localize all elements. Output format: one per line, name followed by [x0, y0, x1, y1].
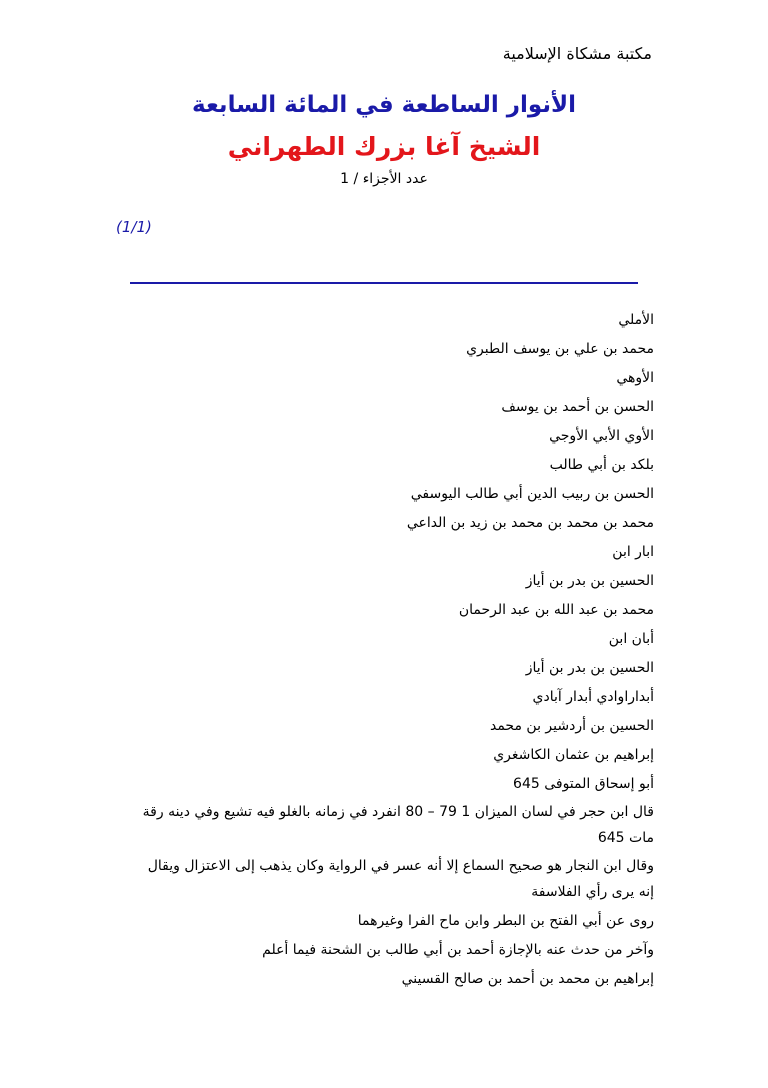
list-item: قال ابن حجر في لسان الميزان 1 79 – 80 انفرد في زمانه بالغلو فيه تشيع وفي دينه رقة مات 645 — [142, 804, 654, 846]
library-name: مكتبة مشكاة الإسلامية — [502, 44, 652, 63]
list-item: روى عن أبي الفتح بن البطر وابن ماح الفرا وغيرهما — [357, 913, 654, 929]
page-reference: (1/1) — [116, 218, 152, 236]
list-item: وقال ابن النجار هو صحيح السماع إلا أنه عسر في الرواية وكان يذهب إلى الاعتزال ويقال إنه يرى رأي الفلاسفة — [147, 858, 654, 900]
list-item: بلكد بن أبي طالب — [549, 457, 654, 473]
list-item: الأوهي — [616, 370, 654, 386]
list-item: الحسن بن ربيب الدين أبي طالب اليوسفي — [410, 486, 654, 502]
list-item: الحسين بن أردشير بن محمد — [489, 718, 654, 734]
list-item: إبراهيم بن محمد بن أحمد بن صالح القسيني — [401, 971, 654, 987]
list-item: الحسين بن بدر بن أياز — [525, 573, 654, 589]
list-item: محمد بن علي بن يوسف الطبري — [466, 341, 654, 357]
list-item: الأوي الأبي الأوجي — [549, 428, 654, 444]
book-title: الأنوار الساطعة في المائة السابعة — [192, 92, 576, 118]
list-item: محمد بن عبد الله بن عبد الرحمان — [458, 602, 654, 618]
list-item: وآخر من حدث عنه بالإجازة أحمد بن أبي طالب بن الشحنة فيما أعلم — [262, 942, 654, 958]
list-item: الحسين بن بدر بن أياز — [525, 660, 654, 676]
list-item: محمد بن محمد بن محمد بن زيد بن الداعي — [406, 515, 654, 531]
volume-count: عدد الأجزاء / 1 — [340, 171, 428, 187]
list-item: إبراهيم بن عثمان الكاشغري — [493, 747, 654, 763]
list-item: أبان ابن — [608, 631, 654, 647]
list-item: الأملي — [618, 312, 654, 328]
entry-list — [132, 306, 654, 994]
list-item: الحسن بن أحمد بن يوسف — [501, 399, 654, 415]
list-item: أبو إسحاق المتوفى 645 — [513, 776, 654, 792]
list-item: أبداراوادي أبدار آبادي — [532, 689, 654, 705]
book-author: الشيخ آغا بزرك الطهراني — [227, 132, 541, 161]
list-item: ابار ابن — [612, 544, 654, 560]
section-divider — [130, 282, 638, 284]
